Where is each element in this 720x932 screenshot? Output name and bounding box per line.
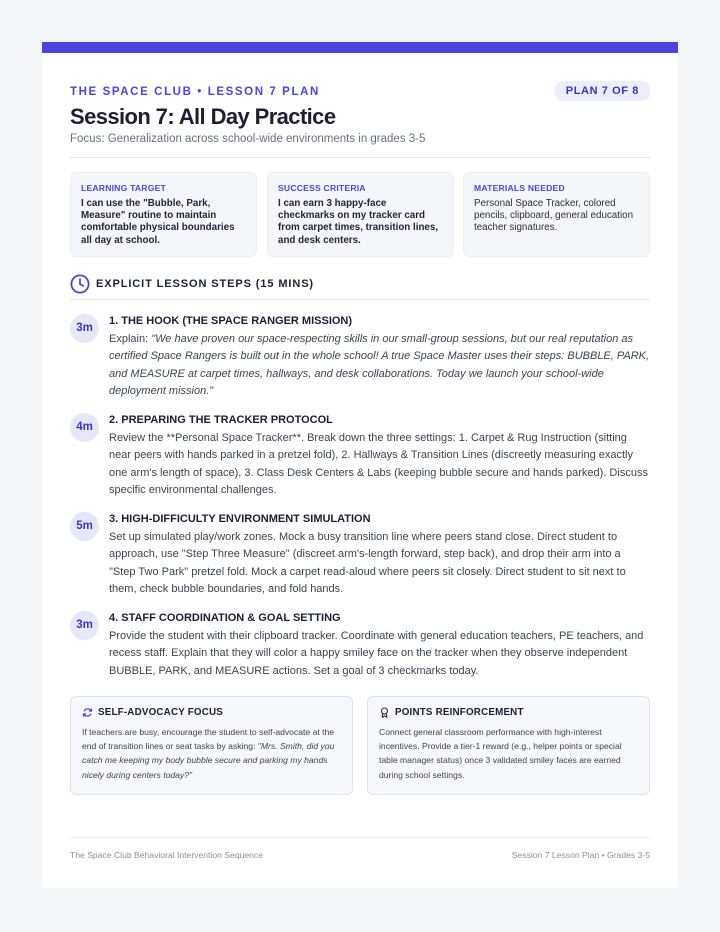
steps-section-header: [70, 274, 314, 294]
points-reinforcement-box: [367, 696, 650, 795]
step-quote: "We have proven our space-respecting skills in our small-group sessions, but our real reputation as certified Space Rangers is built out in the whole school! A true Space Master uses their steps: BUBBLE, PARK, and MEASURE at carpet times, hallways, and desk collaborations. Today we launch your school-wide deployment mission.": [109, 333, 650, 398]
lesson-eyebrow: THE SPACE CLUB • LESSON 7 PLAN: [70, 86, 320, 98]
divider: [70, 157, 650, 158]
plan-badge: PLAN 7 OF 8: [555, 81, 650, 101]
divider: [70, 299, 650, 300]
box-title: SELF-ADVOCACY FOCUS: [98, 707, 223, 718]
footer-session-info: Session 7 Lesson Plan • Grades 3-5: [511, 850, 650, 860]
box-title: POINTS REINFORCEMENT: [395, 707, 524, 718]
card-text: I can earn 3 happy-face checkmarks on my tracker card from carpet times, transition lines, and desk centers.: [278, 198, 439, 246]
step-text: Review the **Personal Space Tracker**. Break down the three settings: 1. Carpet & Rug Instruction (sitting near peers with hands parked in a pretzel fold), 2. Hallways & Transition Lines (discreetly measuring exactly one arm's length of space), 3. Class Desk Centers & Labs (keeping bubble secure and hands parked). Discuss specific environmental challenges.: [109, 432, 648, 497]
step-text: [109, 331, 650, 401]
page-title: Session 7: All Day Practice: [70, 104, 336, 129]
step-title: 2. PREPARING THE TRACKER PROTOCOL: [109, 414, 333, 426]
step-text: Provide the student with their clipboard tracker. Coordinate with general education teachers, PE teachers, and recess staff. Explain that they will color a happy smiley face on the tracker when they observe independent BUBBLE, PARK, and MEASURE actions. Set a goal of 3 checkmarks today.: [109, 630, 644, 677]
self-advocacy-box: [70, 696, 353, 795]
award-ribbon-icon: [379, 707, 390, 718]
step-duration-badge: 3m: [70, 611, 99, 640]
card-label: MATERIALS NEEDED: [474, 183, 565, 193]
focus-subtitle: Focus: Generalization across school-wide environments in grades 3-5: [70, 133, 426, 145]
card-text: Personal Space Tracker, colored pencils, clipboard, general education teacher signatures.: [474, 198, 634, 234]
refresh-icon: [82, 707, 93, 718]
card-label: SUCCESS CRITERIA: [278, 183, 366, 193]
divider: [70, 837, 650, 838]
learning-target-card: [70, 172, 257, 257]
materials-needed-card: [463, 172, 650, 257]
box-text: Connect general classroom performance with high-interest incentives. Provide a tier-1 reward (e.g., helper points or special table manager status) once 3 validated smiley faces are earned during school settings.: [379, 727, 622, 780]
card-label: LEARNING TARGET: [81, 183, 166, 193]
accent-top-bar: [42, 42, 678, 53]
step-duration-badge: 3m: [70, 314, 99, 343]
step-text: Set up simulated play/work zones. Mock a busy transition line where peers stand close. Direct student to approach, use "Step Three Measure" (discreet arm's-length forward, step back), and drop their arm into a "Step Two Park" pretzel fold. Mock a carpet read-aloud where peers sit closely. Direct student to sit next to them, check bubble boundaries, and fold hands.: [109, 531, 626, 596]
box-quote: "Mrs. Smith, did you catch me keeping my body bubble secure and parking my hands nicely during centers today?": [82, 741, 335, 780]
card-text: I can use the "Bubble, Park, Measure" routine to maintain comfortable physical boundaries all day at school.: [81, 198, 235, 246]
step-duration-badge: 5m: [70, 512, 99, 541]
step-title: 3. HIGH-DIFFICULTY ENVIRONMENT SIMULATION: [109, 513, 371, 525]
step-text-lead: Explain:: [109, 333, 152, 345]
clock-icon: [70, 274, 90, 294]
lesson-plan-page: [42, 42, 678, 888]
step-duration-badge: 4m: [70, 413, 99, 442]
steps-section-title: EXPLICIT LESSON STEPS (15 MINS): [96, 278, 314, 290]
footer-series-title: The Space Club Behavioral Intervention Sequence: [70, 850, 264, 860]
step-title: 4. STAFF COORDINATION & GOAL SETTING: [109, 612, 341, 624]
success-criteria-card: [267, 172, 454, 257]
box-text-lead: If teachers are busy, encourage the student to self-advocate at the end of transition lines or seat tasks by asking:: [82, 727, 335, 752]
step-title: 1. THE HOOK (THE SPACE RANGER MISSION): [109, 315, 353, 327]
box-text: [82, 725, 341, 782]
